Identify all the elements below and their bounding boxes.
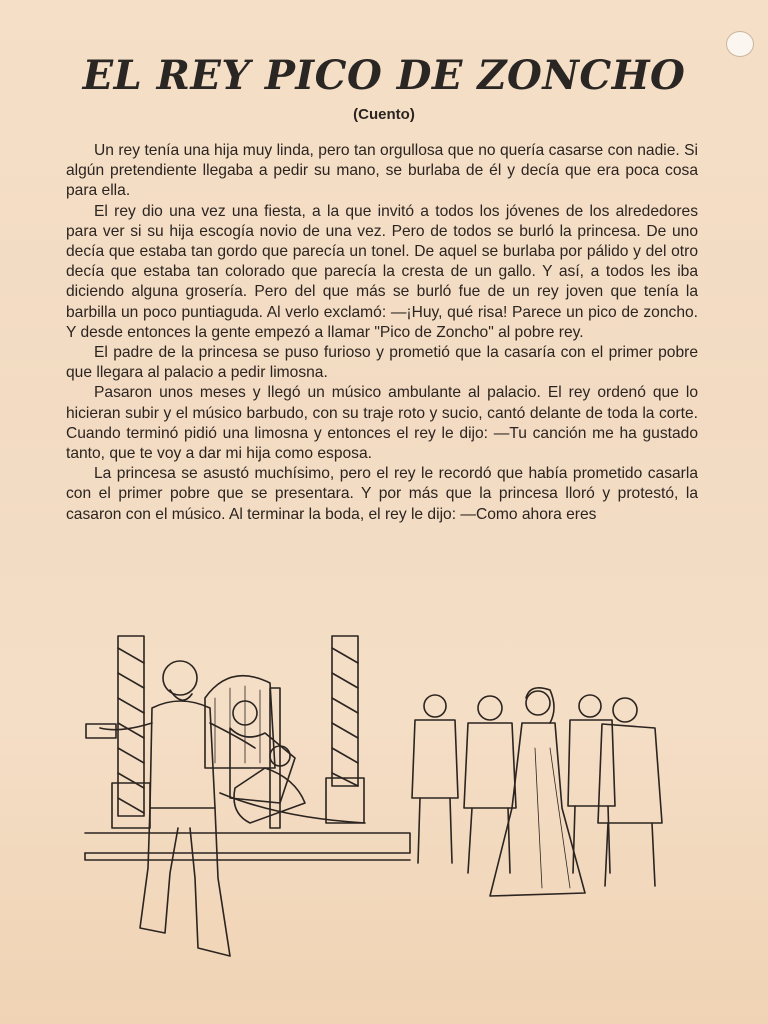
- court-scene-illustration: [80, 628, 680, 980]
- throne-icon: [205, 676, 280, 828]
- story-title: EL REY PICO DE ZONCHO: [82, 52, 686, 99]
- story-subtitle: (Cuento): [353, 106, 415, 123]
- paragraph: La princesa se asustó muchísimo, pero el rey le recordó que había prometido casarla con el primer pobre que se presentara. Y por más que la princesa lloró y protestó, la casaron con el músico. Al terminar la boda, el rey le dijo: —Como ahora eres: [66, 465, 698, 523]
- illustration-svg: [80, 628, 680, 980]
- courtier-figure-icon: [412, 695, 458, 863]
- courtier-figure-icon: [598, 698, 662, 886]
- paragraph: Un rey tenía una hija muy linda, pero tan orgullosa que no quería casarse con nadie. Si algún pretendiente llegaba a pedir su mano, se burlaba de él y decía que era poca cosa para ella.: [66, 142, 698, 200]
- right-column-icon: [326, 636, 364, 823]
- story-body: [66, 141, 698, 525]
- instrument-icon: [86, 724, 116, 738]
- courtier-figure-icon: [464, 696, 516, 873]
- paragraph: Pasaron unos meses y llegó un músico ambulante al palacio. El rey ordenó que lo hicieran subir y el músico barbudo, con su traje roto y sucio, cantó delante de toda la corte. Cuando terminó pidió una limosna y entonces el rey le dijo: —Tu canción me ha gustado tanto, que te voy a dar mi hija como esposa.: [66, 384, 698, 463]
- paragraph: El rey dio una vez una fiesta, a la que invitó a todos los jóvenes de los alrededores para ver si su hija escogía novio de una vez. Pero de todos se burló la princesa. De uno decía que estaba tan gordo que parecía un tonel. De aquel se burlaba por pálido y del otro decía que estaba tan colorado que parecía la cresta de un gallo. Y así, a todos les iba diciendo alguna grosería. Pero del que más se burló fue de un rey joven que tenía la barbilla un poco puntiaguda. Al verlo exclamó: —¡Huy, qué risa! Parece un pico de zoncho. Y desde entonces la gente empezó a llamar "Pico de Zoncho" al pobre rey.: [66, 202, 698, 341]
- dais-step: [85, 833, 410, 853]
- left-column-icon: [112, 636, 150, 828]
- princess-standing-icon: [490, 688, 585, 896]
- paragraph: El padre de la princesa se puso furioso y prometió que la casaría con el primer pobre que llegara al palacio a pedir limosna.: [66, 344, 698, 382]
- courtier-figure-icon: [568, 695, 615, 873]
- king-figure-icon: [220, 701, 365, 823]
